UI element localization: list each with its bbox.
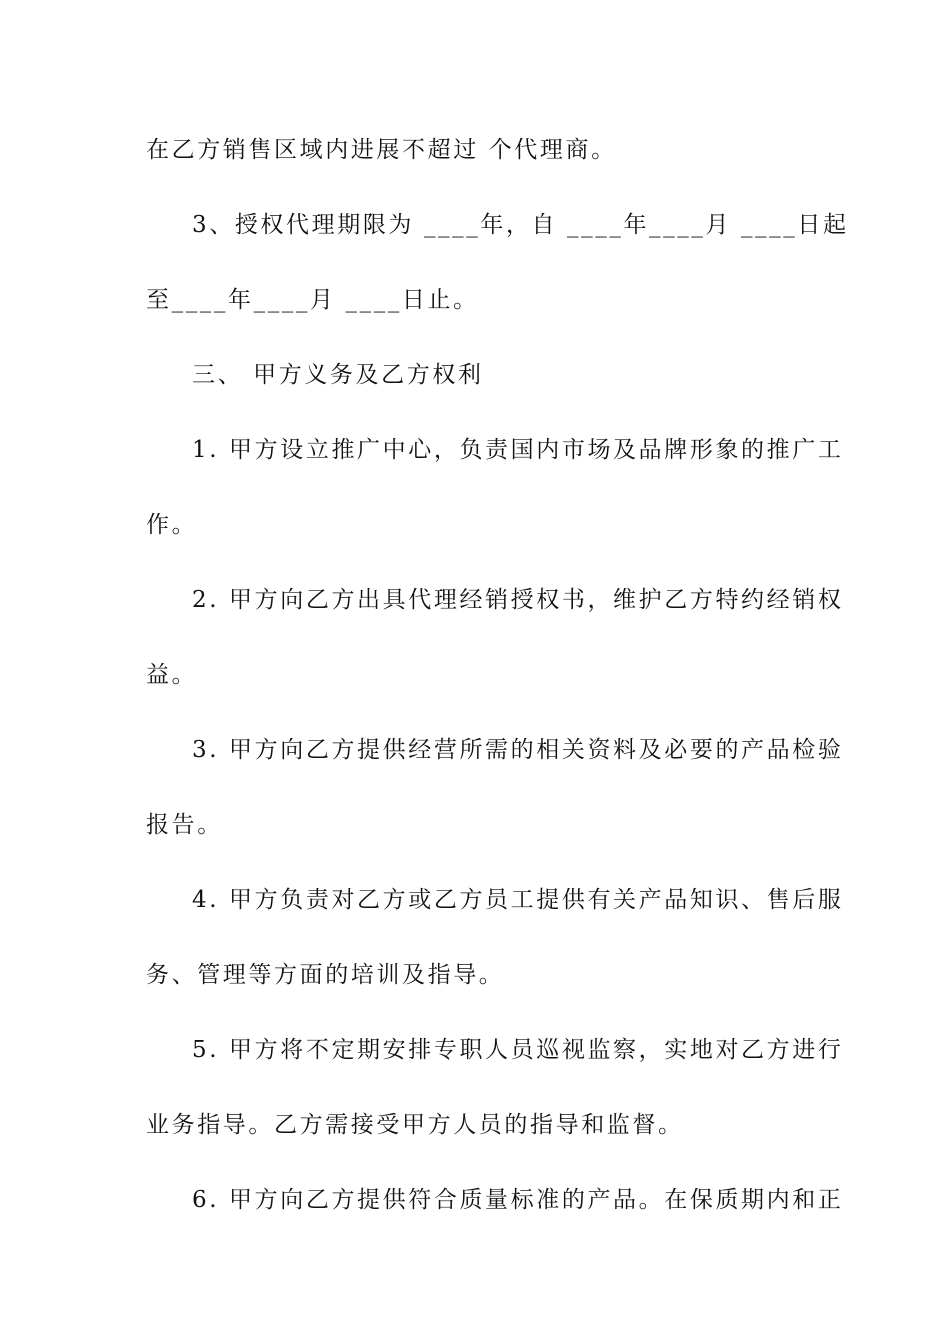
item-1-line-1: 1. 甲方设立推广中心，负责国内市场及品牌形象的推广工 xyxy=(192,437,844,463)
item-6-line-1: 6. 甲方向乙方提供符合质量标准的产品。在保质期内和正 xyxy=(192,1187,844,1213)
clause-3-term-line-1: 3、授权代理期限为 ____年，自 ____年____月 ____日起 xyxy=(192,212,849,238)
item-4-line-1: 4. 甲方负责对乙方或乙方员工提供有关产品知识、售后服 xyxy=(192,887,844,913)
text-line-1: 在乙方销售区域内进展不超过 个代理商。 xyxy=(146,137,617,163)
item-4-line-2: 务、管理等方面的培训及指导。 xyxy=(146,962,505,988)
item-2-line-2: 益。 xyxy=(146,662,198,688)
item-5-line-2: 业务指导。乙方需接受甲方人员的指导和监督。 xyxy=(146,1112,684,1138)
item-2-line-1: 2. 甲方向乙方出具代理经销授权书，维护乙方特约经销权 xyxy=(192,587,844,613)
item-1-line-2: 作。 xyxy=(146,512,198,538)
item-3-line-2: 报告。 xyxy=(146,812,223,838)
clause-3-term-line-2: 至____年____月 ____日止。 xyxy=(146,287,479,313)
section-heading: 三、 甲方义务及乙方权利 xyxy=(192,362,484,388)
item-3-line-1: 3. 甲方向乙方提供经营所需的相关资料及必要的产品检验 xyxy=(192,737,844,763)
item-5-line-1: 5. 甲方将不定期安排专职人员巡视监察，实地对乙方进行 xyxy=(192,1037,844,1063)
